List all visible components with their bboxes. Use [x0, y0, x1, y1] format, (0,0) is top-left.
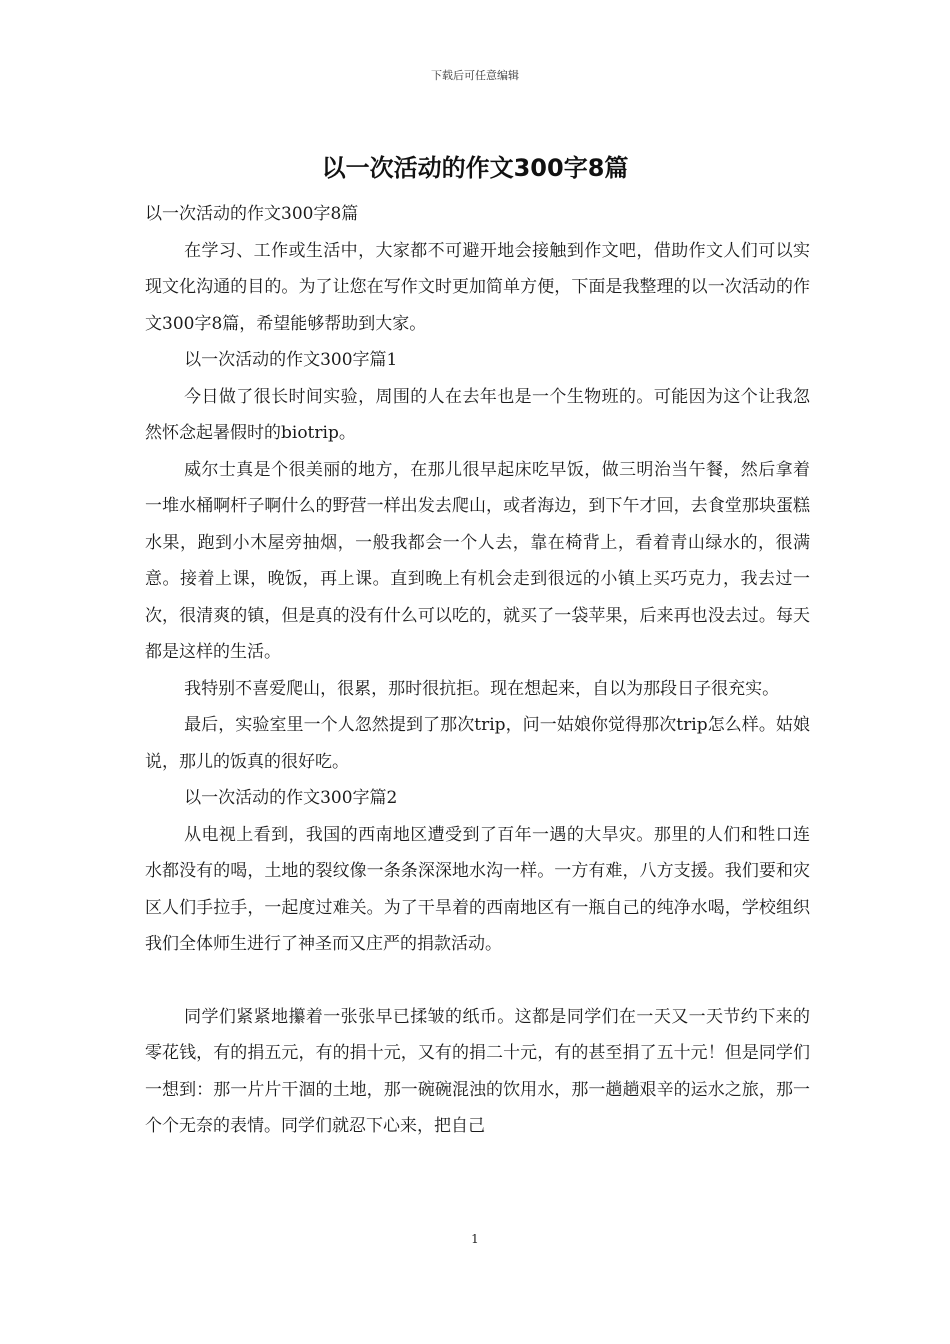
page-number: 1: [471, 1232, 479, 1246]
document-subtitle: 以一次活动的作文300字8篇: [145, 204, 359, 224]
paragraph: 同学们紧紧地攥着一张张早已揉皱的纸币。这都是同学们在一天又一天节约下来的零花钱，有的捐五元，有的捐十元，又有的捐二十元，有的甚至捐了五十元！但是同学们一想到：那一片片干涸的土地，那一碗碗混浊的饮用水，那一趟趟艰辛的运水之旅，那一个个无奈的表情。同学们就忍下心来，把自己: [145, 1006, 810, 1136]
document-title: 以一次活动的作文300字8篇: [321, 154, 629, 182]
paragraph-intro: 在学习、工作或生活中，大家都不可避开地会接触到作文吧，借助作文人们可以实现文化沟通的目的。为了让您在写作文时更加简单方便，下面是我整理的以一次活动的作文300字8篇，希望能够帮助到大家。: [145, 240, 810, 334]
paragraph: 最后，实验室里一个人忽然提到了那次trip，问一姑娘你觉得那次trip怎么样。姑娘说，那儿的饭真的很好吃。: [145, 715, 810, 772]
paragraph: 今日做了很长时间实验，周围的人在去年也是一个生物班的。可能因为这个让我忽然怀念起暑假时的biotrip。: [145, 386, 810, 443]
paragraph: 我特别不喜爱爬山，很累，那时很抗拒。现在想起来，自以为那段日子很充实。: [184, 678, 780, 699]
section-heading-2: 以一次活动的作文300字篇2: [184, 788, 398, 808]
paragraph: 从电视上看到，我国的西南地区遭受到了百年一遇的大旱灾。那里的人们和牲口连水都没有的喝，土地的裂纹像一条条深深地水沟一样。一方有难，八方支援。我们要和灾区人们手拉手，一起度过难关。为了干旱着的西南地区有一瓶自己的纯净水喝，学校组织我们全体师生进行了神圣而又庄严的捐款活动。: [145, 824, 810, 954]
page-header-note: 下载后可任意编辑: [431, 69, 519, 82]
paragraph-spacer: [145, 963, 810, 999]
document-body: [145, 196, 810, 1145]
paragraph: 威尔士真是个很美丽的地方，在那儿很早起床吃早饭，做三明治当午餐，然后拿着一堆水桶啊杆子啊什么的野营一样出发去爬山，或者海边，到下午才回，去食堂那块蛋糕水果，跑到小木屋旁抽烟，一般我都会一个人去，靠在椅背上，看着青山绿水的，很满意。接着上课，晚饭，再上课。直到晚上有机会走到很远的小镇上买巧克力，我去过一次，很清爽的镇，但是真的没有什么可以吃的，就买了一袋苹果，后来再也没去过。每天都是这样的生活。: [145, 459, 810, 662]
section-heading-1: 以一次活动的作文300字篇1: [184, 350, 398, 370]
